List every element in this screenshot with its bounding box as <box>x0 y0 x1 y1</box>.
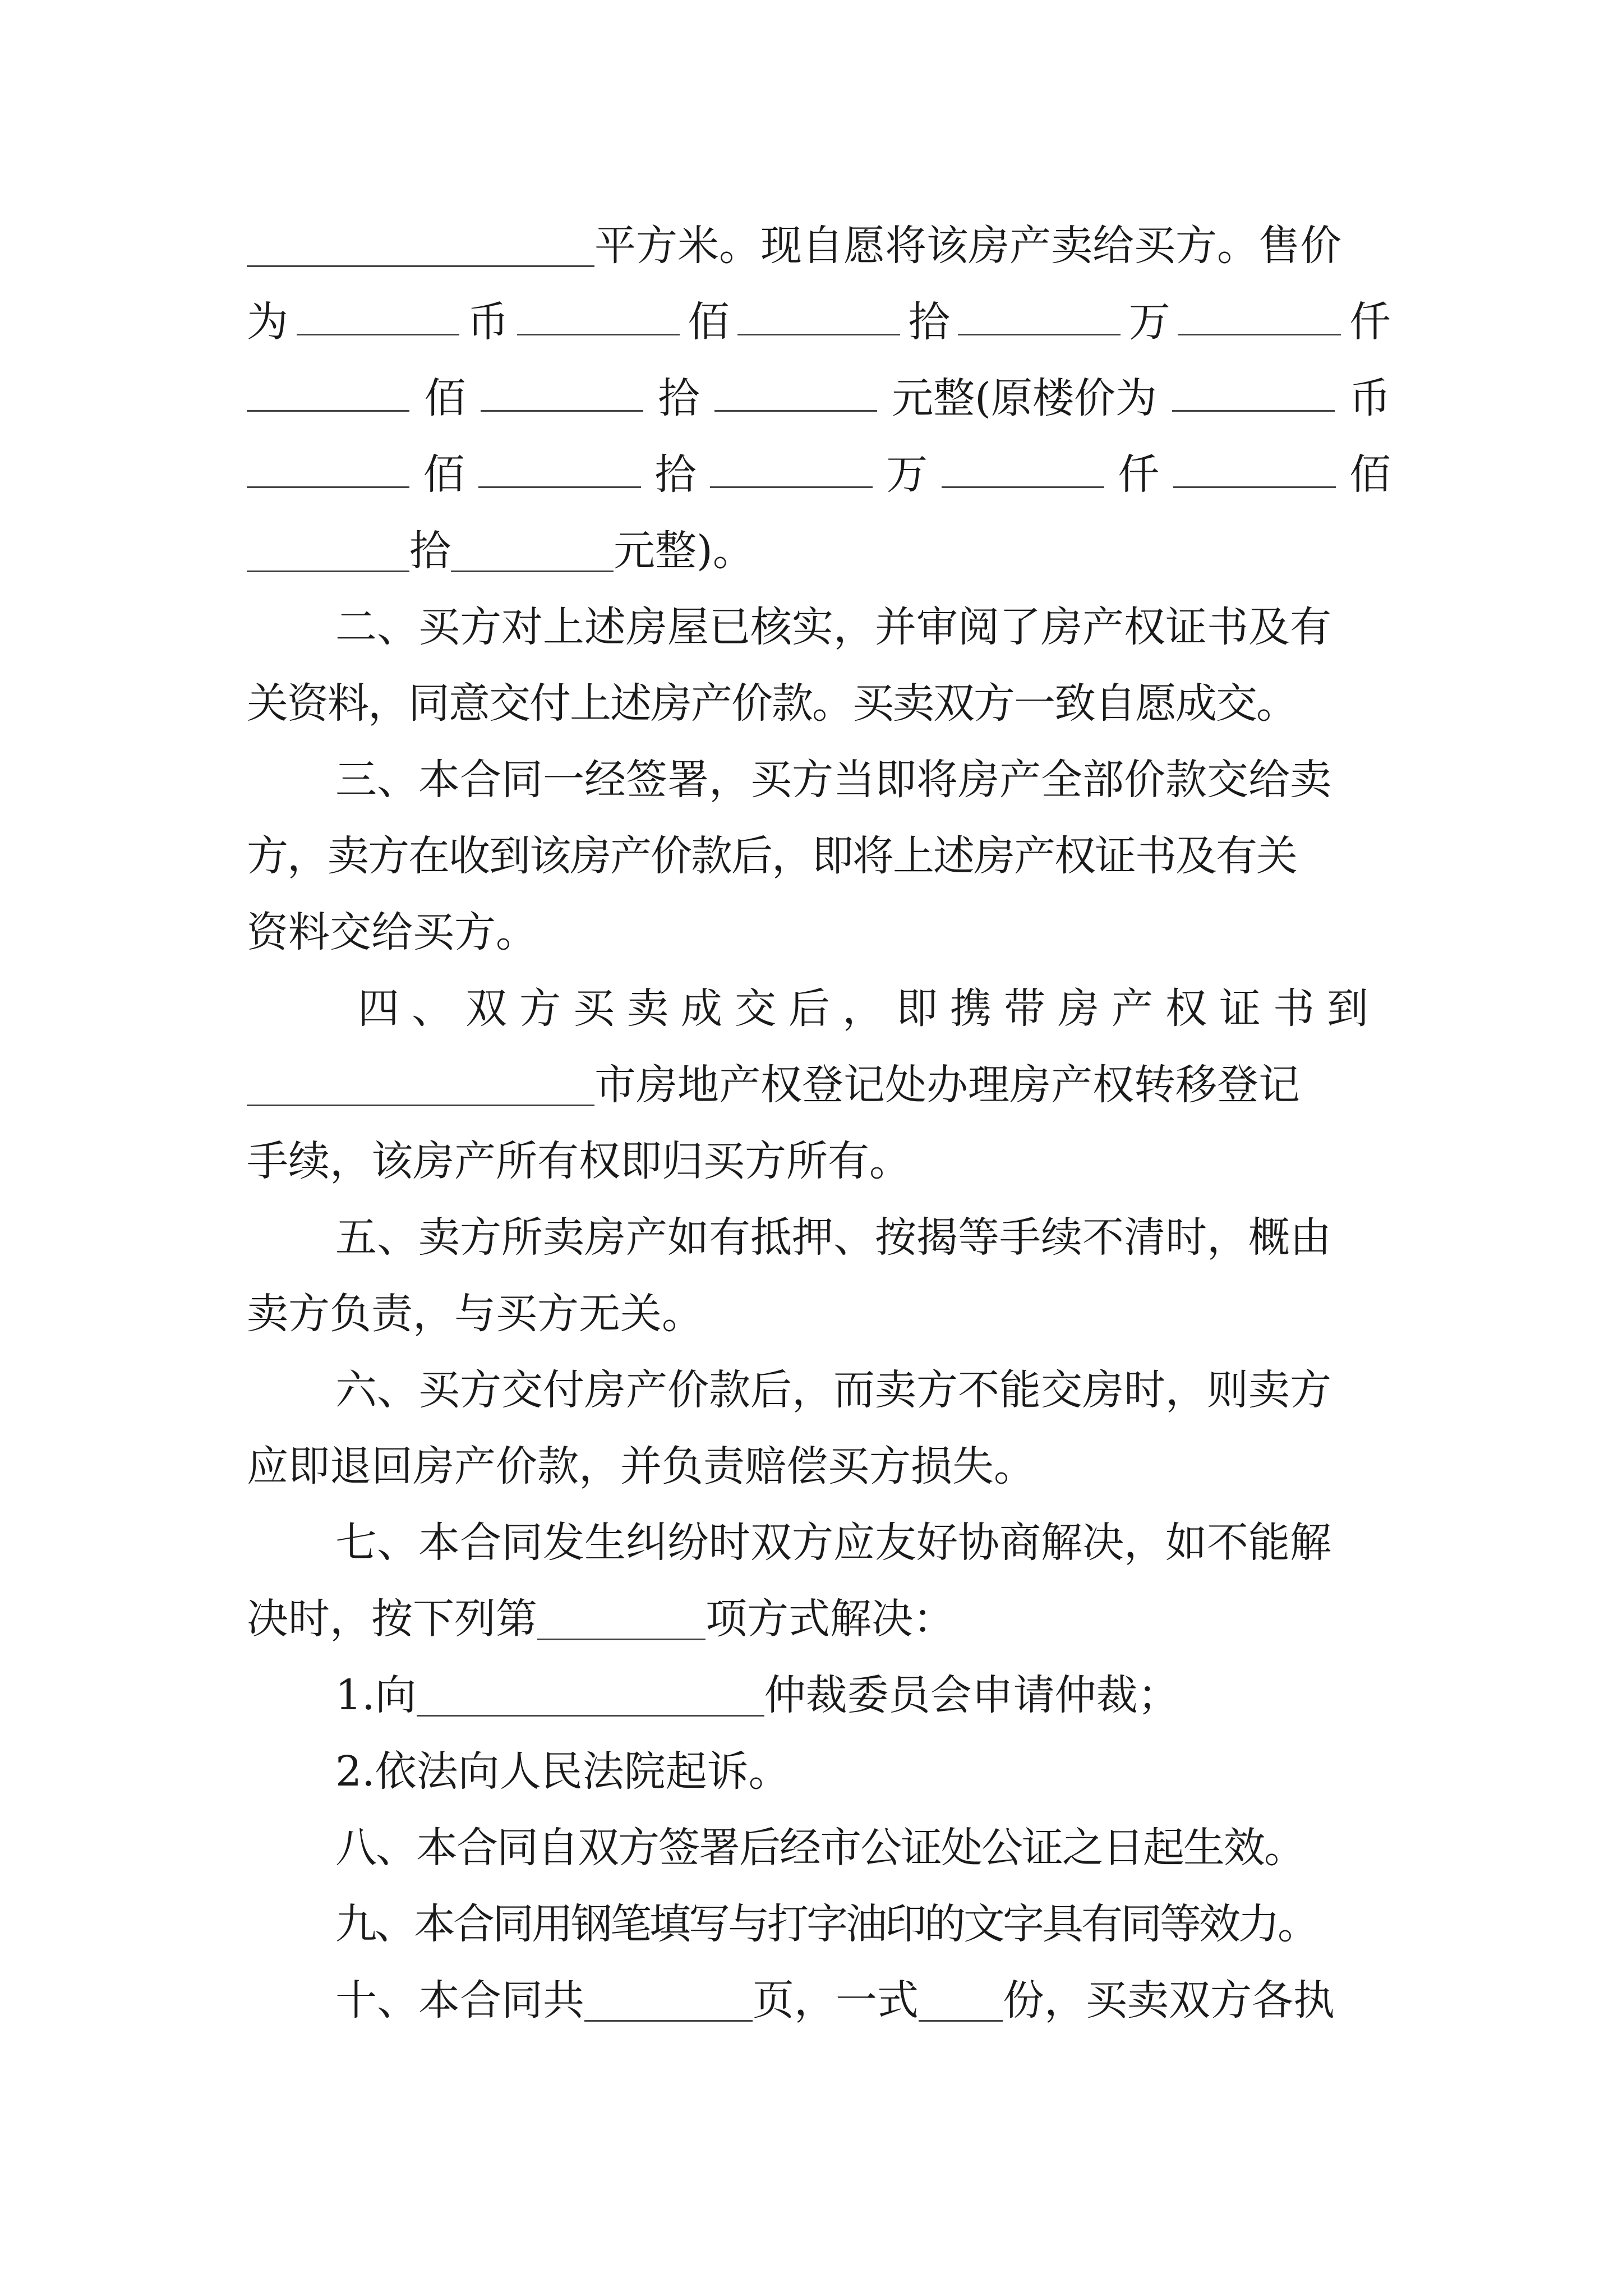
blank-field[interactable] <box>481 373 643 412</box>
blank-field[interactable] <box>714 373 877 412</box>
blank-field[interactable] <box>1173 449 1336 488</box>
text-segment: 六、买方交付房产价款后，而卖方不能交房时，则卖方 <box>335 1366 1331 1414</box>
text-segment: 仟 <box>1118 450 1160 499</box>
text-line <box>247 288 1391 356</box>
text-line <box>335 1738 1391 1805</box>
text-segment: 万 <box>1128 298 1170 346</box>
text-line <box>247 1128 1391 1195</box>
blank-field[interactable] <box>247 373 409 412</box>
text-segment: 仲裁委员会申请仲裁； <box>764 1671 1179 1719</box>
text-segment: 拾 <box>409 527 451 575</box>
text-segment: 佰 <box>423 450 465 499</box>
text-segment: 元整)。 <box>614 527 754 575</box>
text-line <box>335 1356 1391 1424</box>
blank-field[interactable] <box>958 297 1121 335</box>
text-segment: 三、本合同一经签署，买方当即将房产全部价款交给卖 <box>335 756 1331 804</box>
text-segment: 为 <box>247 298 288 346</box>
text-line <box>335 1814 1391 1881</box>
text-segment: 份，买卖双方各执 <box>1003 1976 1335 2024</box>
text-segment: 平方米。现自愿将该房产卖给买方。售价 <box>594 222 1341 270</box>
text-line <box>247 1051 1391 1119</box>
text-segment: 万 <box>886 450 928 499</box>
text-segment: 拾 <box>658 374 700 422</box>
text-line <box>335 1509 1391 1576</box>
blank-field[interactable] <box>1172 373 1335 412</box>
blank-field[interactable] <box>247 449 409 488</box>
blank-field[interactable] <box>247 228 594 267</box>
text-segment: 资料交给买方。 <box>247 908 537 956</box>
text-segment: 项方式解决： <box>706 1595 955 1643</box>
blank-field[interactable] <box>417 1678 764 1717</box>
text-segment: 拾 <box>908 298 950 346</box>
text-line <box>335 1967 1391 2034</box>
blank-field[interactable] <box>517 297 680 335</box>
text-segment: 元整(原楼价为 <box>892 374 1158 422</box>
text-segment: 拾 <box>654 450 697 499</box>
text-line <box>335 1204 1391 1271</box>
text-segment: 币 <box>467 298 509 346</box>
text-segment: 佰 <box>688 298 730 346</box>
blank-field[interactable] <box>451 533 614 572</box>
blank-field[interactable] <box>478 449 641 488</box>
blank-field[interactable] <box>247 1068 594 1106</box>
text-segment: 五、卖方所卖房产如有抵押、按揭等手续不清时，概由 <box>335 1213 1331 1262</box>
text-line <box>247 670 1391 737</box>
blank-field[interactable] <box>942 449 1104 488</box>
text-line <box>358 975 1391 1042</box>
text-segment: 市房地产权登记处办理房产权转移登记 <box>594 1061 1300 1109</box>
text-segment: 四、双方买卖成交后，即携带房产权证书到 <box>358 984 1381 1033</box>
text-segment: 币 <box>1349 374 1391 422</box>
text-line <box>247 1585 1391 1653</box>
text-line <box>247 1433 1391 1500</box>
text-segment: 1.向 <box>335 1671 417 1719</box>
text-line <box>335 746 1391 813</box>
text-line <box>335 1890 1391 1958</box>
text-segment: 八、本合同自双方签署后经市公证处公证之日起生效。 <box>335 1824 1304 1872</box>
blank-field[interactable] <box>247 533 409 572</box>
text-segment: 佰 <box>424 374 466 422</box>
text-line <box>247 212 1391 279</box>
blank-field[interactable] <box>297 297 459 335</box>
text-line <box>247 899 1391 966</box>
text-line <box>247 822 1391 890</box>
text-line <box>335 593 1391 661</box>
text-segment: 九、本合同用钢笔填写与打字油印的文字具有同等效力。 <box>335 1900 1317 1948</box>
text-line <box>247 441 1391 508</box>
text-line <box>247 1280 1391 1347</box>
text-segment: 七、本合同发生纠纷时双方应友好协商解决，如不能解 <box>335 1519 1331 1567</box>
blank-field[interactable] <box>710 449 873 488</box>
text-segment: 十、本合同共 <box>335 1976 584 2024</box>
blank-field[interactable] <box>537 1602 706 1640</box>
blank-field[interactable] <box>737 297 900 335</box>
text-line <box>247 365 1391 432</box>
text-segment: 二、买方对上述房屋已核实，并审阅了房产权证书及有 <box>335 603 1331 651</box>
blank-field[interactable] <box>919 1983 1003 2022</box>
text-segment: 决时，按下列第 <box>247 1595 537 1643</box>
text-segment: 佰 <box>1349 450 1391 499</box>
text-line <box>247 517 1391 585</box>
blank-field[interactable] <box>1178 297 1341 335</box>
text-segment: 手续，该房产所有权即归买方所有。 <box>247 1137 911 1185</box>
text-segment: 页，一式 <box>753 1976 919 2024</box>
text-segment: 方，卖方在收到该房产价款后，即将上述房产权证书及有关 <box>247 832 1297 880</box>
blank-field[interactable] <box>584 1983 753 2022</box>
text-segment: 2.依法向人民法院起诉。 <box>335 1747 790 1796</box>
text-segment: 卖方负责，与买方无关。 <box>247 1290 703 1338</box>
text-segment: 关资料，同意交付上述房产价款。买卖双方一致自愿成交。 <box>247 679 1297 728</box>
text-line <box>335 1662 1391 1729</box>
text-segment: 应即退回房产价款，并负责赔偿买方损失。 <box>247 1442 1035 1490</box>
text-segment: 仟 <box>1349 298 1391 346</box>
